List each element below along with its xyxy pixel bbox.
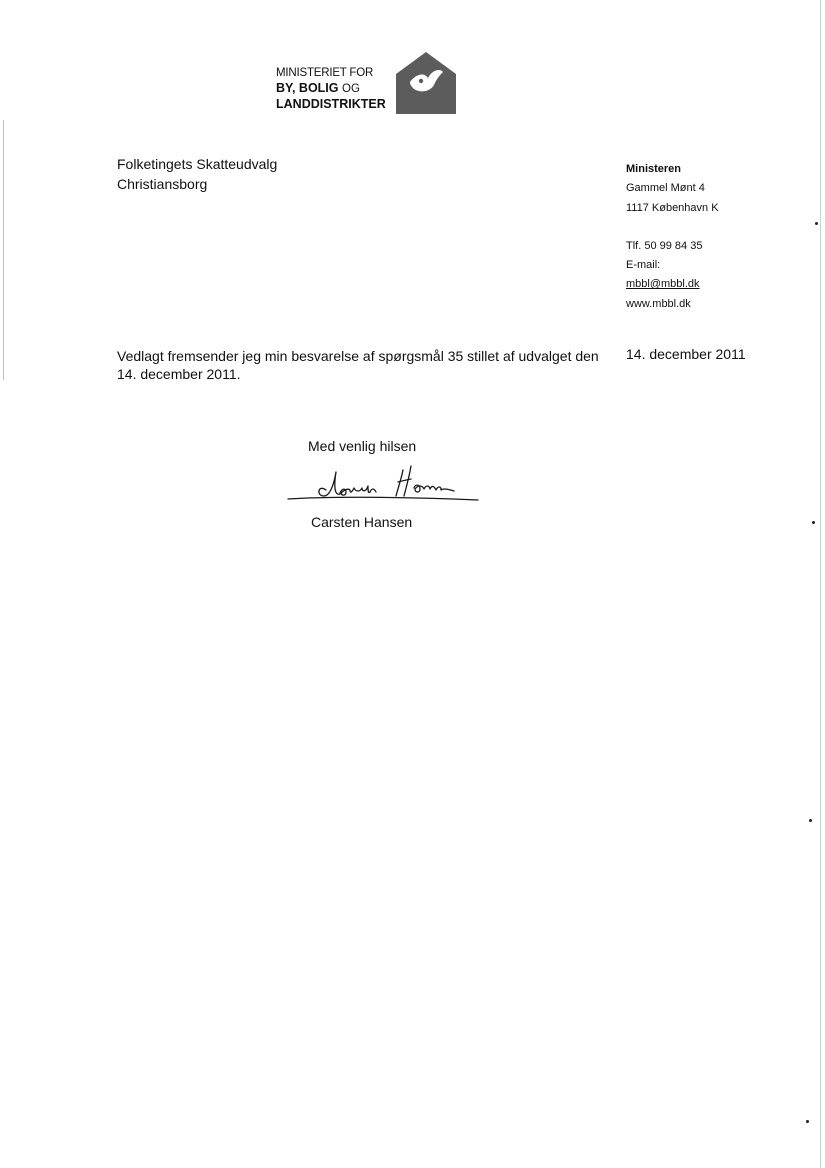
handwritten-signature	[278, 462, 488, 512]
logo-bold-part: BY, BOLIG	[276, 81, 339, 95]
closing-greeting: Med venlig hilsen	[308, 438, 417, 454]
logo-line-ministry: MINISTERIET FOR	[276, 67, 374, 79]
logo-og-part: OG	[342, 83, 360, 95]
sender-website[interactable]: www.mbbl.dk	[626, 297, 691, 310]
logo-line-landdistrikter: LANDDISTRIKTER	[276, 97, 386, 111]
scan-dot	[815, 222, 818, 225]
sender-street: Gammel Mønt 4	[626, 182, 705, 195]
email-link[interactable]: mbbl@mbbl.dk	[626, 278, 700, 291]
letter-body: Vedlagt fremsender jeg min besvarelse af spørgsmål 35 stillet af udvalget den 14. december 2011.	[117, 348, 599, 382]
sender-postal: 1117 København K	[626, 201, 719, 214]
sender-phone: Tlf. 50 99 84 35	[626, 239, 703, 252]
sender-title: Ministeren	[626, 163, 682, 175]
scan-edge-right	[820, 0, 821, 1168]
letter-date: 14. december 2011	[626, 346, 746, 362]
scan-edge-left	[3, 120, 4, 380]
recipient-line-location: Christiansborg	[117, 176, 208, 192]
logo-wordmark	[276, 66, 400, 112]
scan-dot	[806, 1120, 809, 1123]
sender-email-row	[626, 256, 719, 295]
scan-dot	[812, 521, 815, 524]
house-with-dove-icon	[396, 52, 456, 114]
sender-spacer	[626, 218, 719, 237]
scan-dot	[809, 819, 812, 822]
logo-line-by-bolig	[276, 81, 400, 97]
recipient-address	[117, 154, 277, 194]
email-label: E-mail:	[626, 259, 661, 272]
sender-block	[626, 160, 719, 314]
recipient-line-committee: Folketingets Skatteudvalg	[117, 156, 278, 172]
ministry-logo	[272, 52, 462, 116]
signer-name: Carsten Hansen	[311, 514, 413, 530]
